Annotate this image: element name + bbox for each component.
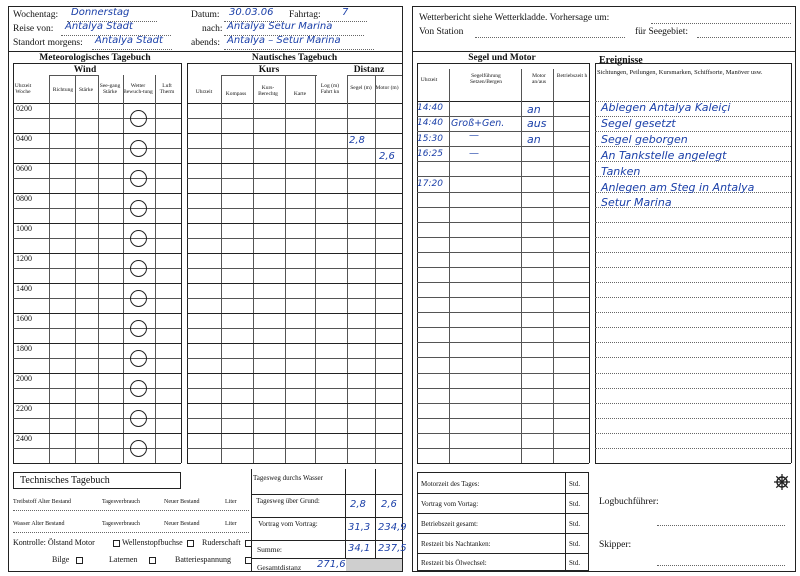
grid-line — [417, 297, 589, 298]
grid-line — [13, 313, 181, 314]
hour-label: 2400 — [16, 434, 32, 443]
grid-line — [13, 163, 181, 164]
hour-label: 0600 — [16, 164, 32, 173]
grid-line — [417, 373, 589, 374]
segel-title: Segel und Motor — [468, 53, 536, 63]
grid-line — [595, 357, 791, 358]
meteo-col-seegang: See-gang Stärke — [99, 83, 121, 95]
wasser-label: Wasser Alter Bestand — [13, 521, 65, 527]
wasser-liter-label: Liter — [225, 521, 237, 527]
grid-line — [417, 252, 589, 253]
grid-line — [187, 388, 402, 389]
grid-line — [417, 237, 589, 238]
std-unit-2: Std. — [569, 500, 581, 508]
meteo-col-luft: Luft Therm — [159, 83, 175, 95]
grid-line — [417, 192, 589, 193]
grid-line — [13, 298, 181, 299]
grid-line — [187, 253, 402, 254]
grid-line — [595, 282, 791, 283]
nautic-motor-entry[interactable]: 2,6 — [379, 151, 395, 162]
motorzeit-tages-label: Motorzeit des Tages: — [421, 480, 480, 488]
grid-line — [417, 207, 589, 208]
motor-entry-3[interactable]: an — [527, 133, 541, 146]
std-unit-4: Std. — [569, 540, 581, 548]
grid-line — [595, 267, 791, 268]
grid-line — [13, 388, 181, 389]
grid-line — [187, 283, 402, 284]
weather-circle[interactable] — [130, 350, 147, 367]
datum-value[interactable]: 30.03.06 — [229, 7, 274, 18]
motorzeit-nachtanken-label: Restzeit bis Nachtanken: — [421, 540, 491, 548]
grid-line — [13, 343, 181, 344]
logbuchfuehrer-label: Logbuchführer: — [599, 497, 659, 507]
nach-value[interactable]: Antalya Setur Marina — [227, 21, 333, 32]
technik-title-box — [13, 472, 181, 489]
wasser-verbrauch-label: Tagesverbrauch — [102, 521, 140, 527]
grid-line — [595, 312, 791, 313]
wochentag-value[interactable]: Donnerstag — [71, 7, 130, 18]
grid-line — [417, 327, 589, 328]
tagesweg-wasser-label: Tagesweg durchs Wasser — [253, 474, 323, 482]
grid-line — [595, 403, 791, 404]
grid-line — [221, 75, 317, 76]
grid-line — [417, 388, 589, 389]
meteo-title: Meteorologisches Tagebuch — [39, 53, 151, 63]
hour-label: 0200 — [16, 104, 32, 113]
grid-line — [13, 223, 181, 224]
grid-line — [187, 373, 402, 374]
segel-col-segel: Segelführung Setzen/Bergen — [470, 73, 502, 85]
ruder-label: Ruderschaft — [202, 538, 241, 547]
grid-line — [187, 418, 402, 419]
grid-line — [417, 101, 589, 102]
summe-segel-value[interactable]: 34,1 — [348, 543, 371, 554]
grid-line — [417, 418, 589, 419]
reise-von-value[interactable]: Antalya Stadt — [65, 21, 133, 32]
grid-line — [417, 312, 589, 313]
segel-time-1[interactable]: 14:40 — [417, 103, 443, 113]
grid-line — [595, 327, 791, 328]
grid-line — [791, 63, 792, 463]
standort-label: Standort morgens: — [13, 38, 83, 48]
segel-time-5[interactable]: 17:20 — [417, 179, 443, 189]
grid-line — [187, 208, 402, 209]
nautic-col-uhrzeit: Uhrzeit — [195, 89, 213, 95]
grid-line — [595, 146, 791, 147]
weather-circle[interactable] — [130, 200, 147, 217]
hour-label: 2000 — [16, 374, 32, 383]
grid-line — [13, 118, 181, 119]
grid-line — [13, 403, 181, 404]
meteo-col-richtung: Richtung — [52, 87, 74, 93]
segel-entry-3[interactable]: — — [469, 148, 479, 159]
grid-line — [187, 433, 402, 434]
segel-time-4[interactable]: 16:25 — [417, 149, 443, 159]
grid-line — [13, 238, 181, 239]
abends-label: abends: — [191, 38, 221, 48]
grid-line — [595, 448, 791, 449]
vortrag-segel-value[interactable]: 31,3 — [348, 522, 371, 533]
kontrolle-label: Kontrolle: Ölstand Motor — [13, 538, 95, 547]
tagesweg-grund-label: Tagesweg über Grund: — [256, 497, 320, 505]
weather-circle[interactable] — [130, 170, 147, 187]
grid-line — [595, 433, 791, 434]
ereignis-6[interactable]: Anlegen am Steg in Antalya — [601, 181, 755, 194]
grund-segel-value[interactable]: 2,8 — [350, 499, 366, 510]
meteo-col-uhrzeit: Uhrzeit Woche — [14, 83, 32, 95]
gesamt-value[interactable]: 271,6 — [317, 559, 346, 570]
fahrtag-label: Fahrtag: — [289, 10, 321, 20]
grid-line — [187, 313, 402, 314]
reise-von-label: Reise von: — [13, 24, 54, 34]
grid-line — [187, 328, 402, 329]
std-unit-3: Std. — [569, 520, 581, 528]
grid-line — [187, 343, 402, 344]
grid-line — [13, 63, 181, 64]
motor-entry-1[interactable]: an — [527, 103, 541, 116]
segel-col-motor: Motor an/aus — [531, 73, 547, 85]
weather-circle[interactable] — [130, 410, 147, 427]
bilge-label: Bilge — [52, 555, 70, 564]
grid-line — [417, 267, 589, 268]
grid-line — [595, 418, 791, 419]
ereignis-7[interactable]: Setur Marina — [601, 196, 672, 209]
summe-motor-value[interactable]: 237,5 — [378, 543, 407, 554]
meteo-col-staerke: Stärke — [78, 87, 94, 93]
hour-label: 1200 — [16, 254, 32, 263]
treibstoff-label: Treibstoff Alter Bestand — [13, 499, 71, 505]
meteo-col-wetter: Wetter Bewuch-tung — [123, 83, 153, 95]
nautic-title: Nautisches Tagebuch — [251, 53, 338, 63]
standort-value[interactable]: Antalya Stadt — [95, 35, 163, 46]
grid-line — [417, 448, 589, 449]
grid-line — [13, 148, 181, 149]
ereignis-3[interactable]: Segel geborgen — [601, 133, 688, 146]
distanz-label: Distanz — [353, 65, 385, 75]
grid-line — [417, 463, 589, 464]
grid-line — [595, 131, 791, 132]
weather-circle[interactable] — [130, 140, 147, 157]
grid-line — [595, 63, 791, 64]
grid-line — [417, 403, 589, 404]
grid-line — [417, 433, 589, 434]
seegebiet-label: für Seegebiet: — [635, 27, 689, 37]
wellen-checkbox[interactable] — [187, 540, 194, 547]
grid-line — [187, 223, 402, 224]
hour-label: 1000 — [16, 224, 32, 233]
treibstoff-liter-label: Liter — [225, 499, 237, 505]
grid-line — [417, 282, 589, 283]
hour-label: 0400 — [16, 134, 32, 143]
grid-line — [13, 358, 181, 359]
summe-label: Summe: — [257, 545, 283, 554]
grid-line — [187, 448, 402, 449]
grid-line — [13, 178, 181, 179]
grid-line — [187, 118, 402, 119]
ereignis-2[interactable]: Segel gesetzt — [601, 117, 676, 130]
laternen-checkbox[interactable] — [149, 557, 156, 564]
grid-line — [187, 298, 402, 299]
grid-line — [13, 253, 181, 254]
wind-label: Wind — [73, 65, 97, 75]
weather-circle[interactable] — [130, 320, 147, 337]
grid-line — [187, 268, 402, 269]
grid-line — [13, 448, 181, 449]
grid-line — [417, 222, 589, 223]
grid-line — [417, 146, 589, 147]
nautic-col-motor: Motor (m) — [375, 85, 399, 91]
weather-circle[interactable] — [130, 290, 147, 307]
hour-label: 1800 — [16, 344, 32, 353]
wetterbericht-label: Wetterbericht siehe Wetterkladde. Vorhersage um: — [419, 13, 610, 23]
segel-entry-2[interactable]: — — [469, 130, 479, 141]
grid-line — [589, 63, 590, 463]
wasser-neu-label: Neuer Bestand — [164, 521, 200, 527]
grid-line — [13, 433, 181, 434]
grid-line — [595, 463, 791, 464]
motorzeit-vortrag-label: Vortrag vom Vortag: — [421, 500, 479, 508]
motorzeit-oelwechsel-label: Restzeit bis Ölwechsel: — [421, 559, 487, 567]
grid-line — [181, 63, 182, 463]
gesamtdistanz-label: Gesamtdistanz — [257, 563, 302, 572]
nautic-segel-entry[interactable]: 2,8 — [349, 135, 365, 146]
segel-col-uhrzeit: Uhrzeit — [420, 77, 438, 83]
grid-line — [187, 133, 402, 134]
grid-line — [13, 418, 181, 419]
grid-line — [13, 463, 181, 464]
segel-col-betrieb: Betriebszeit h — [556, 73, 588, 79]
grid-line — [595, 222, 791, 223]
grid-line — [187, 178, 402, 179]
gesamt-shaded-cell — [346, 559, 402, 571]
grid-line — [595, 342, 791, 343]
weather-circle[interactable] — [130, 440, 147, 457]
grid-line — [187, 238, 402, 239]
nautic-col-kompass: Kompass — [225, 91, 247, 97]
ereignis-5[interactable]: Tanken — [601, 165, 641, 178]
grid-line — [187, 358, 402, 359]
grid-line — [595, 297, 791, 298]
oelstand-checkbox[interactable] — [113, 540, 120, 547]
ereignisse-subtitle: Sichtungen, Peilungen, Kursmarken, Schiffsorte, Manöver usw. — [597, 69, 763, 76]
treibstoff-neu-label: Neuer Bestand — [164, 499, 200, 505]
weather-circle[interactable] — [130, 110, 147, 127]
right-logbook-page — [412, 6, 796, 572]
vortrag-label: Vortrag vom Vortrag: — [258, 520, 318, 528]
grid-line — [13, 283, 181, 284]
motor-entry-2[interactable]: aus — [527, 117, 547, 130]
grid-line — [417, 342, 589, 343]
ships-wheel-icon — [773, 473, 791, 491]
grid-line — [417, 357, 589, 358]
grid-line — [13, 373, 181, 374]
weather-circle[interactable] — [130, 260, 147, 277]
station-label: Von Station — [419, 27, 464, 37]
grid-line — [187, 163, 402, 164]
wellen-label: Wellenstopfbuchse — [122, 538, 183, 547]
weather-circle[interactable] — [130, 380, 147, 397]
bilge-checkbox[interactable] — [76, 557, 83, 564]
weather-circle[interactable] — [130, 230, 147, 247]
grid-line — [595, 388, 791, 389]
grid-line — [13, 208, 181, 209]
vortrag-motor-value[interactable]: 234,9 — [378, 522, 407, 533]
motorzeit-betrieb-label: Betriebszeit gesamt: — [421, 520, 478, 528]
hour-label: 0800 — [16, 194, 32, 203]
nautic-col-segel: Segel (m) — [350, 85, 372, 91]
grid-line — [187, 403, 402, 404]
grid-line — [13, 328, 181, 329]
grid-line — [187, 463, 402, 464]
hour-label: 2200 — [16, 404, 32, 413]
grid-line — [13, 193, 181, 194]
grid-line — [595, 252, 791, 253]
grid-line — [187, 193, 402, 194]
grid-line — [13, 268, 181, 269]
hour-label: 1600 — [16, 314, 32, 323]
segel-entry-1[interactable]: Groß+Gen. — [451, 118, 505, 129]
abends-value[interactable]: Antalya – Setur Marina — [227, 35, 341, 46]
grid-line — [187, 148, 402, 149]
grid-line — [187, 63, 402, 64]
segel-time-2[interactable]: 14:40 — [417, 118, 443, 128]
ereignis-4[interactable]: An Tankstelle angelegt — [601, 149, 727, 162]
ereignis-1[interactable]: Ablegen Antalya Kaleiçi — [601, 101, 731, 114]
kurs-label: Kurs — [258, 65, 280, 75]
grund-motor-value[interactable]: 2,6 — [381, 499, 397, 510]
left-logbook-page — [8, 6, 407, 572]
nautic-col-kursrecht: Kurs-Berechtg — [258, 85, 278, 97]
ereignisse-title: Ereignisse — [599, 55, 643, 66]
datum-label: Datum: — [191, 10, 220, 20]
nach-label: nach: — [202, 24, 223, 34]
grid-line — [595, 237, 791, 238]
grid-line — [417, 116, 589, 117]
nautic-col-log: Log (m) Fahrt kn — [320, 83, 340, 95]
fahrtag-value[interactable]: 7 — [342, 7, 349, 18]
std-unit-5: Std. — [569, 559, 581, 567]
wochentag-label: Wochentag: — [13, 10, 59, 20]
treibstoff-verbrauch-label: Tagesverbrauch — [102, 499, 140, 505]
skipper-label: Skipper: — [599, 540, 632, 550]
grid-line — [49, 75, 99, 76]
hour-label: 1400 — [16, 284, 32, 293]
grid-line — [417, 176, 589, 177]
grid-line — [417, 161, 589, 162]
grid-line — [187, 103, 402, 104]
grid-line — [595, 373, 791, 374]
batterie-label: Batteriespannung — [175, 555, 231, 564]
grid-line — [417, 131, 589, 132]
laternen-label: Laternen — [109, 555, 138, 564]
technik-title: Technisches Tagebuch — [20, 475, 110, 486]
nautic-col-karte: Karte — [293, 91, 307, 97]
std-unit-1: Std. — [569, 480, 581, 488]
grid-line — [417, 63, 589, 64]
segel-time-3[interactable]: 15:30 — [417, 134, 443, 144]
grid-line — [13, 133, 181, 134]
